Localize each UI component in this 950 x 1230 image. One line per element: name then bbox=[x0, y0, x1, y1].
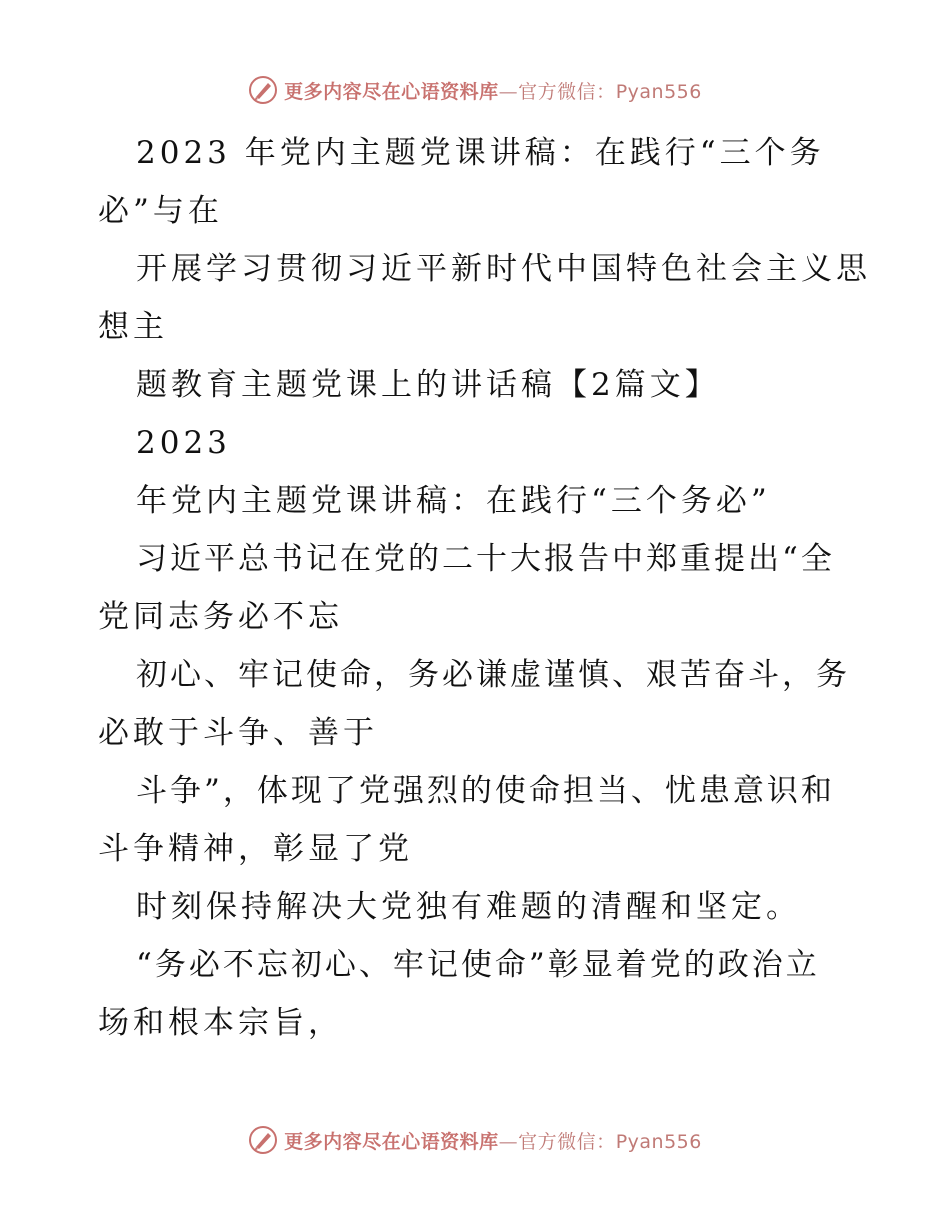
title-line-1: 2023 年党内主题党课讲稿：在践行“三个务 bbox=[136, 135, 825, 171]
document-body bbox=[98, 124, 871, 1052]
watermark-text bbox=[284, 1127, 702, 1154]
paragraph-line-7: 时刻保持解决大党独有难题的清醒和坚定。 bbox=[136, 889, 801, 925]
title-line-5: 题教育主题党课上的讲话稿【2篇文】 bbox=[136, 367, 720, 403]
title-line-4: 想主 bbox=[98, 309, 168, 345]
paragraph-line-8: “务必不忘初心、牢记使命”彰显着党的政治立 bbox=[136, 947, 820, 983]
quill-pen-logo-icon bbox=[248, 75, 278, 105]
paragraph-line-2: 党同志务必不忘 bbox=[98, 599, 343, 635]
subtitle-year: 2023 bbox=[136, 425, 231, 461]
title-line-2: 必”与在 bbox=[98, 193, 223, 229]
quill-pen-logo-icon bbox=[248, 1125, 278, 1155]
paragraph-line-3: 初心、牢记使命，务必谦虚谨慎、艰苦奋斗，务 bbox=[136, 657, 850, 693]
watermark-wechat-id: Pyan556 bbox=[615, 80, 702, 103]
paragraph-line-6: 斗争精神，彰显了党 bbox=[98, 831, 413, 867]
watermark-official-label: 官方微信： bbox=[518, 1130, 616, 1153]
watermark-text bbox=[284, 77, 702, 104]
paragraph-line-5: 斗争”，体现了党强烈的使命担当、忧患意识和 bbox=[136, 773, 835, 809]
watermark-dash: — bbox=[498, 1130, 519, 1153]
watermark-official-label: 官方微信： bbox=[518, 80, 616, 103]
watermark-dash: — bbox=[498, 80, 519, 103]
watermark-brand: 更多内容尽在心语资料库 bbox=[284, 1130, 499, 1153]
subtitle-line: 年党内主题党课讲稿：在践行“三个务必” bbox=[136, 483, 771, 519]
title-line-3: 开展学习贯彻习近平新时代中国特色社会主义思 bbox=[136, 251, 871, 287]
footer-watermark bbox=[0, 1122, 950, 1158]
watermark-wechat-id: Pyan556 bbox=[615, 1130, 702, 1153]
paragraph-line-1: 习近平总书记在党的二十大报告中郑重提出“全 bbox=[136, 541, 835, 577]
paragraph-line-4: 必敢于斗争、善于 bbox=[98, 715, 378, 751]
paragraph-line-9: 场和根本宗旨， bbox=[98, 1005, 343, 1041]
watermark-brand: 更多内容尽在心语资料库 bbox=[284, 80, 499, 103]
header-watermark bbox=[0, 72, 950, 108]
